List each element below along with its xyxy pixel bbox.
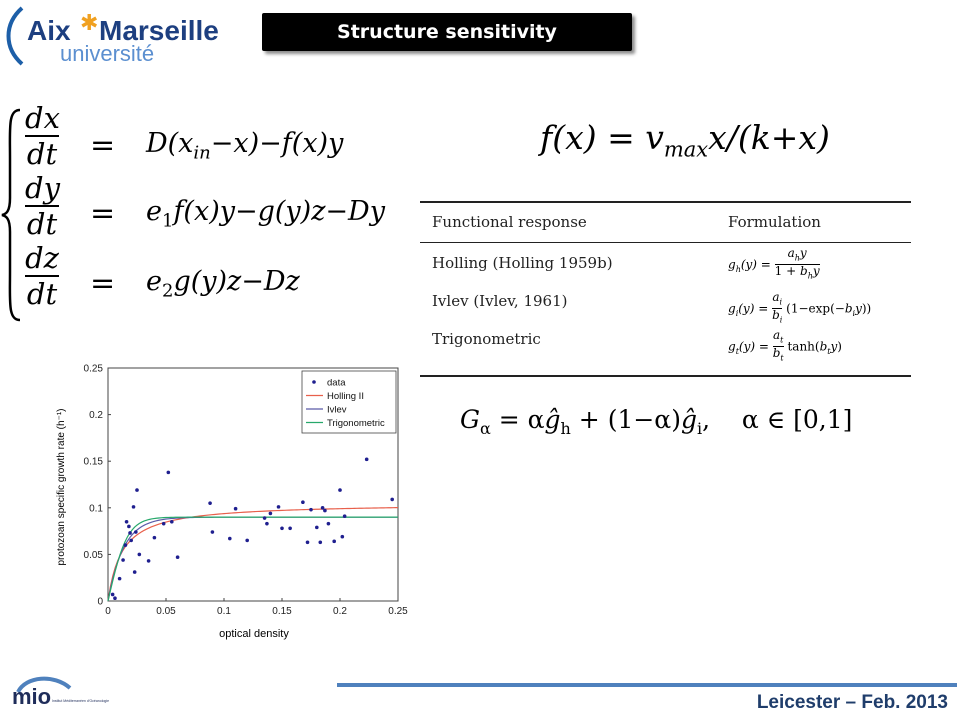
chart-data-point	[138, 553, 142, 557]
formula-ivlev: $g_i(y)$ = $\frac{a_i}{b_i}$ $(1-\exp(-b_iy))$	[728, 290, 872, 325]
table-header-formulation: Formulation	[728, 213, 821, 231]
functional-response-table	[420, 201, 911, 378]
chart-data-point	[315, 526, 319, 530]
logo-aix-text: Aix	[27, 15, 71, 46]
chart-data-point	[211, 530, 215, 534]
chart-data-point	[124, 543, 128, 547]
legend-label: data	[327, 377, 346, 389]
chart-data-point	[327, 522, 331, 526]
chart-data-point	[390, 498, 394, 502]
chart-y-axis-label: protozoan specific growth rate (h⁻¹)	[56, 408, 67, 566]
mio-logo	[8, 672, 110, 718]
chart-data-point	[280, 527, 284, 531]
chart-data-point	[306, 540, 310, 544]
chart-x-tick-label: 0	[105, 606, 111, 617]
ode-dz-dt: dz dt	[25, 241, 59, 311]
chart-data-point	[318, 540, 322, 544]
chart-y-tick-label: 0.2	[89, 410, 103, 422]
chart-data-point	[113, 596, 117, 600]
ode-dx-dt: dx dt	[25, 101, 60, 171]
chart-data-point	[167, 471, 171, 475]
chart-data-point	[277, 505, 281, 509]
chart-data-point	[125, 520, 129, 524]
logo-star-icon: ✱	[80, 11, 99, 36]
chart-data-point	[228, 537, 232, 541]
table-row-trigonometric: Trigonometric	[432, 330, 541, 348]
slide-title-bar	[262, 13, 632, 51]
table-header-response: Functional response	[432, 213, 587, 231]
chart-data-point	[338, 488, 342, 492]
table-row-ivlev: Ivlev (Ivlev, 1961)	[432, 292, 568, 310]
chart-data-point	[332, 540, 336, 544]
chart-data-point	[234, 507, 238, 511]
chart-data-point	[321, 506, 325, 510]
chart-x-tick-label: 0.1	[217, 606, 231, 617]
chart-data-point	[301, 500, 305, 504]
ode-dy-dt: dy dt	[25, 171, 60, 241]
chart-data-point	[170, 520, 174, 524]
chart-data-point	[176, 555, 180, 559]
chart-data-point	[323, 509, 327, 513]
growth-rate-chart	[50, 355, 420, 645]
chart-x-axis-label: optical density	[219, 628, 289, 640]
footer-rule	[337, 683, 957, 687]
legend-label: Holling II	[327, 391, 364, 402]
chart-data-point	[208, 501, 212, 505]
logo-universite-text: université	[60, 41, 155, 66]
g-alpha-equation: $G_\alpha$ = $\alpha ĝ_h$ + $(1-\alpha)ĝ_i$, α ∈ [0,1]	[460, 405, 853, 438]
ode-row3-rhs: $e_2g(y)z-Dz$	[146, 266, 300, 302]
formula-trigonometric: $g_t(y)$ = $\frac{a_t}{b_t}$ $\tanh(b_ty)$	[728, 328, 842, 363]
table-row-holling: Holling (Holling 1959b)	[432, 254, 613, 272]
chart-x-tick-label: 0.25	[388, 606, 408, 617]
mio-logo-text: mio	[12, 684, 52, 709]
legend-label: Ivlev	[327, 404, 347, 416]
aix-marseille-logo	[0, 0, 219, 70]
chart-data-point	[365, 458, 369, 462]
ode-system: dx dt = $D(x_{in}-x)-f(x)y$ dy dt = $e_1f(x)y-g(y)z-Dy$ dz dt = $e_2g(y)z-Dz$	[0, 100, 420, 320]
chart-y-tick-label: 0.15	[83, 456, 103, 468]
chart-data-point	[128, 531, 132, 535]
chart-data-point	[269, 512, 273, 516]
chart-data-point	[153, 536, 157, 540]
slide-title: Structure sensitivity	[337, 21, 557, 43]
chart-x-tick-label: 0.2	[333, 606, 347, 617]
chart-data-point	[132, 505, 136, 509]
chart-y-tick-label: 0.1	[89, 503, 103, 515]
left-brace-icon	[0, 108, 22, 322]
logo-marseille-text: Marseille	[99, 15, 219, 46]
chart-data-point	[133, 570, 137, 574]
chart-data-point	[343, 514, 347, 518]
chart-data-point	[309, 508, 313, 512]
ode-row1-rhs: $D(x_{in}-x)-f(x)y$	[146, 128, 344, 164]
footer-text: Leicester – Feb. 2013	[756, 692, 948, 713]
formula-holling: $g_h(y)$ = $a_hy$ $1 + b_hy$	[728, 246, 820, 281]
chart-data-point	[111, 593, 115, 597]
chart-y-tick-label: 0.25	[83, 363, 103, 375]
chart-data-point	[129, 539, 133, 543]
chart-data-point	[341, 535, 345, 539]
chart-data-point	[147, 559, 151, 563]
chart-data-point	[127, 525, 131, 529]
legend-label: Trigonometric	[327, 418, 385, 429]
chart-data-point	[265, 522, 269, 526]
chart-data-point	[118, 577, 122, 581]
fx-equation: $f(x) = v_{max}x/(k+x)$	[540, 118, 830, 162]
legend-marker-data	[312, 380, 316, 384]
mio-tagline: Institut Méditerranéen d'Océanologie	[52, 699, 110, 703]
chart-y-tick-label: 0.05	[83, 549, 103, 561]
chart-data-point	[134, 530, 138, 534]
chart-data-point	[288, 527, 292, 531]
chart-data-point	[121, 558, 125, 562]
chart-data-point	[135, 488, 139, 492]
chart-data-point	[245, 539, 249, 543]
chart-data-point	[162, 522, 166, 526]
chart-x-tick-label: 0.05	[156, 606, 176, 617]
ode-row2-rhs: $e_1f(x)y-g(y)z-Dy$	[146, 196, 385, 232]
chart-data-point	[263, 516, 267, 520]
chart-x-tick-label: 0.15	[272, 606, 292, 617]
chart-y-tick-label: 0	[97, 596, 103, 608]
